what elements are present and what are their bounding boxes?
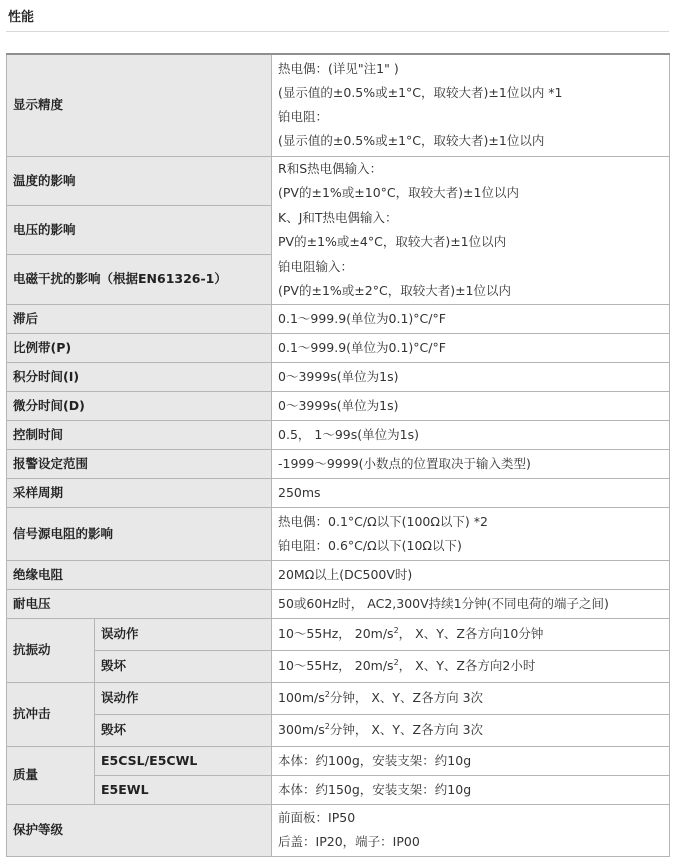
table-row: [7, 746, 670, 775]
table-row: [7, 54, 670, 156]
value-text: 分钟， X、Y、Z各方向 3次: [329, 722, 484, 737]
value-text: 10～55Hz， 20m/s: [278, 626, 394, 641]
value-line: 热电偶：(详见"注1" ): [278, 61, 399, 77]
superscript: 2: [324, 690, 330, 699]
value-line: 铂电阻输入：: [278, 258, 354, 274]
value-line: K、J和T热电偶输入：: [278, 209, 398, 225]
section-divider: [6, 31, 669, 32]
sub-label: 误动作: [95, 682, 272, 714]
sub-label: E5CSL/E5CWL: [95, 746, 272, 775]
table-row: [7, 156, 670, 205]
row-label: 积分时间(I): [7, 362, 272, 391]
table-row: [7, 560, 670, 589]
value-text: ， X、Y、Z各方向2小时: [398, 658, 536, 673]
row-label: 电压的影响: [7, 205, 272, 254]
row-value: [272, 507, 670, 560]
value-line: R和S热电偶输入：: [278, 160, 383, 176]
table-row: [7, 507, 670, 560]
row-label: 微分时间(D): [7, 391, 272, 420]
value-line: (PV的±1%或±2°C，取较大者)±1位以内: [278, 283, 511, 298]
row-value: [272, 618, 670, 650]
row-value: 0.5， 1～99s(单位为1s): [272, 420, 670, 449]
section-title: 性能: [8, 10, 35, 25]
table-row: [7, 391, 670, 420]
row-label: 质量: [7, 746, 95, 804]
value-text: ， X、Y、Z各方向10分钟: [398, 626, 544, 641]
row-value: 本体：约150g，安装支架：约10g: [272, 775, 670, 804]
row-value: [272, 156, 670, 304]
row-label: 控制时间: [7, 420, 272, 449]
row-label: 绝缘电阻: [7, 560, 272, 589]
table-row: [7, 650, 670, 682]
row-value: 250ms: [272, 478, 670, 507]
row-value: [272, 650, 670, 682]
table-row: [7, 449, 670, 478]
table-row: [7, 420, 670, 449]
value-line: (PV的±1%或±10°C，取较大者)±1位以内: [278, 185, 519, 200]
row-label: 信号源电阻的影响: [7, 507, 272, 560]
table-row: [7, 478, 670, 507]
sub-label: 误动作: [95, 618, 272, 650]
row-label: 比例带(P): [7, 333, 272, 362]
row-label: 采样周期: [7, 478, 272, 507]
table-row: [7, 804, 670, 856]
row-value: 20MΩ以上(DC500V时): [272, 560, 670, 589]
table-row: [7, 714, 670, 746]
value-line: (显示值的±0.5%或±1°C，取较大者)±1位以内 *1: [278, 85, 563, 101]
table-row: [7, 304, 670, 333]
superscript: 2: [393, 658, 399, 667]
row-label: 保护等级: [7, 804, 272, 856]
row-value: 0～3999s(单位为1s): [272, 391, 670, 420]
table-row: [7, 333, 670, 362]
sub-label: E5EWL: [95, 775, 272, 804]
value-text: 分钟， X、Y、Z各方向 3次: [329, 690, 484, 705]
row-value: -1999～9999(小数点的位置取决于输入类型): [272, 449, 670, 478]
table-row: [7, 618, 670, 650]
sub-label: 毁坏: [95, 650, 272, 682]
row-label: 显示精度: [7, 54, 272, 156]
row-label: 耐电压: [7, 589, 272, 618]
value-line: 铂电阻：0.6°C/Ω以下(10Ω以下): [278, 537, 462, 553]
value-line: PV的±1%或±4°C，取较大者)±1位以内: [278, 234, 507, 249]
row-value: 本体：约100g，安装支架：约10g: [272, 746, 670, 775]
value-line: 前面板：IP50: [278, 810, 356, 825]
value-line: 铂电阻：: [278, 109, 329, 125]
superscript: 2: [393, 626, 399, 635]
table-row: [7, 362, 670, 391]
sub-label: 毁坏: [95, 714, 272, 746]
row-value: 0.1～999.9(单位为0.1)°C/°F: [272, 304, 670, 333]
value-line: 后盖：IP20，端子：IP00: [278, 834, 420, 849]
value-line: 热电偶：0.1°C/Ω以下(100Ω以下) *2: [278, 513, 488, 529]
row-value: 0.1～999.9(单位为0.1)°C/°F: [272, 333, 670, 362]
row-value: 0～3999s(单位为1s): [272, 362, 670, 391]
table-row: [7, 589, 670, 618]
row-value: [272, 804, 670, 856]
performance-spec-table: [6, 53, 670, 857]
value-text: 300m/s: [278, 722, 325, 737]
row-label: 温度的影响: [7, 156, 272, 205]
row-value: 50或60Hz时， AC2,300V持续1分钟(不同电荷的端子之间): [272, 589, 670, 618]
row-label: 报警设定范围: [7, 449, 272, 478]
row-label: 滞后: [7, 304, 272, 333]
superscript: 2: [324, 722, 330, 731]
value-text: 10～55Hz， 20m/s: [278, 658, 394, 673]
row-value: [272, 682, 670, 714]
value-line: (显示值的±0.5%或±1°C，取较大者)±1位以内: [278, 133, 545, 149]
row-label: 抗振动: [7, 618, 95, 682]
row-label: 抗冲击: [7, 682, 95, 746]
row-label: 电磁干扰的影响（根据EN61326-1）: [7, 255, 272, 304]
row-value: [272, 714, 670, 746]
value-text: 100m/s: [278, 690, 325, 705]
table-row: [7, 775, 670, 804]
table-row: [7, 682, 670, 714]
row-value: [272, 54, 670, 156]
